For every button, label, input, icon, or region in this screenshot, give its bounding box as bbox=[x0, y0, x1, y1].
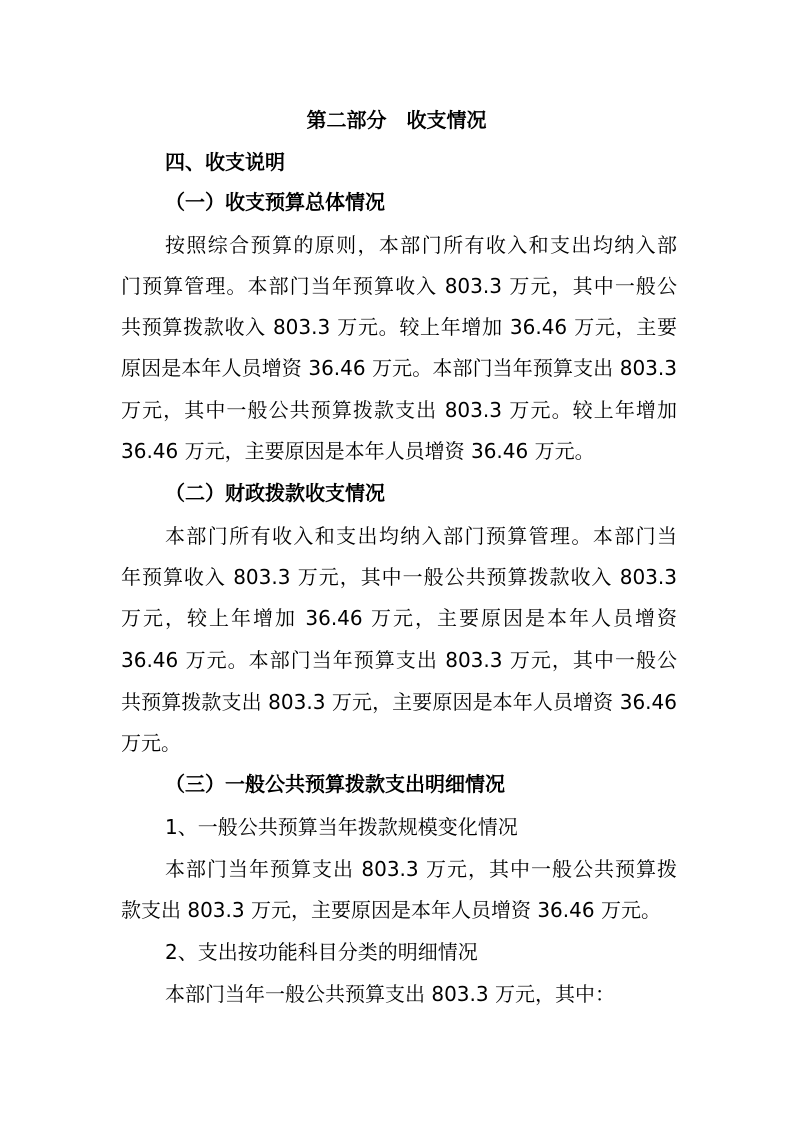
part1-line-4: 原因是本年人员增资 36.46 万元。本部门当年预算支出 803.3 bbox=[121, 356, 677, 380]
part2-line-1: 本部门所有收入和支出均纳入部门预算管理。本部门当 bbox=[165, 524, 677, 548]
part1-line-3: 共预算拨款收入 803.3 万元。较上年增加 36.46 万元，主要 bbox=[121, 315, 677, 339]
part2-line-3: 万元，较上年增加 36.46 万元，主要原因是本年人员增资 bbox=[121, 606, 677, 630]
part3-sub1-line-2: 款支出 803.3 万元，主要原因是本年人员增资 36.46 万元。 bbox=[121, 898, 661, 922]
section-heading: 四、收支说明 bbox=[165, 150, 285, 174]
part1-line-6: 36.46 万元，主要原因是本年人员增资 36.46 万元。 bbox=[121, 439, 595, 463]
part3-sub2-line-1: 本部门当年一般公共预算支出 803.3 万元，其中： bbox=[165, 982, 615, 1006]
part2-heading: （二）财政拨款收支情况 bbox=[165, 481, 385, 505]
part3-sub1-line-1: 本部门当年预算支出 803.3 万元，其中一般公共预算拨 bbox=[165, 857, 677, 881]
part3-sub2-heading: 2、支出按功能科目分类的明细情况 bbox=[165, 940, 478, 964]
part2-line-6: 万元。 bbox=[121, 731, 181, 755]
part2-line-5: 共预算拨款支出 803.3 万元，主要原因是本年人员增资 36.46 bbox=[121, 690, 677, 714]
part3-heading: （三）一般公共预算拨款支出明细情况 bbox=[165, 772, 505, 796]
part1-line-2: 门预算管理。本部门当年预算收入 803.3 万元，其中一般公 bbox=[121, 274, 677, 298]
part2-line-2: 年预算收入 803.3 万元，其中一般公共预算拨款收入 803.3 bbox=[121, 565, 677, 589]
part3-sub1-heading: 1、一般公共预算当年拨款规模变化情况 bbox=[165, 815, 518, 839]
part1-line-5: 万元，其中一般公共预算拨款支出 803.3 万元。较上年增加 bbox=[121, 398, 677, 422]
part1-line-1: 按照综合预算的原则，本部门所有收入和支出均纳入部 bbox=[165, 233, 677, 257]
page-title: 第二部分 收支情况 bbox=[306, 108, 487, 132]
part1-heading: （一）收支预算总体情况 bbox=[165, 190, 385, 214]
part2-line-4: 36.46 万元。本部门当年预算支出 803.3 万元，其中一般公 bbox=[121, 648, 677, 672]
